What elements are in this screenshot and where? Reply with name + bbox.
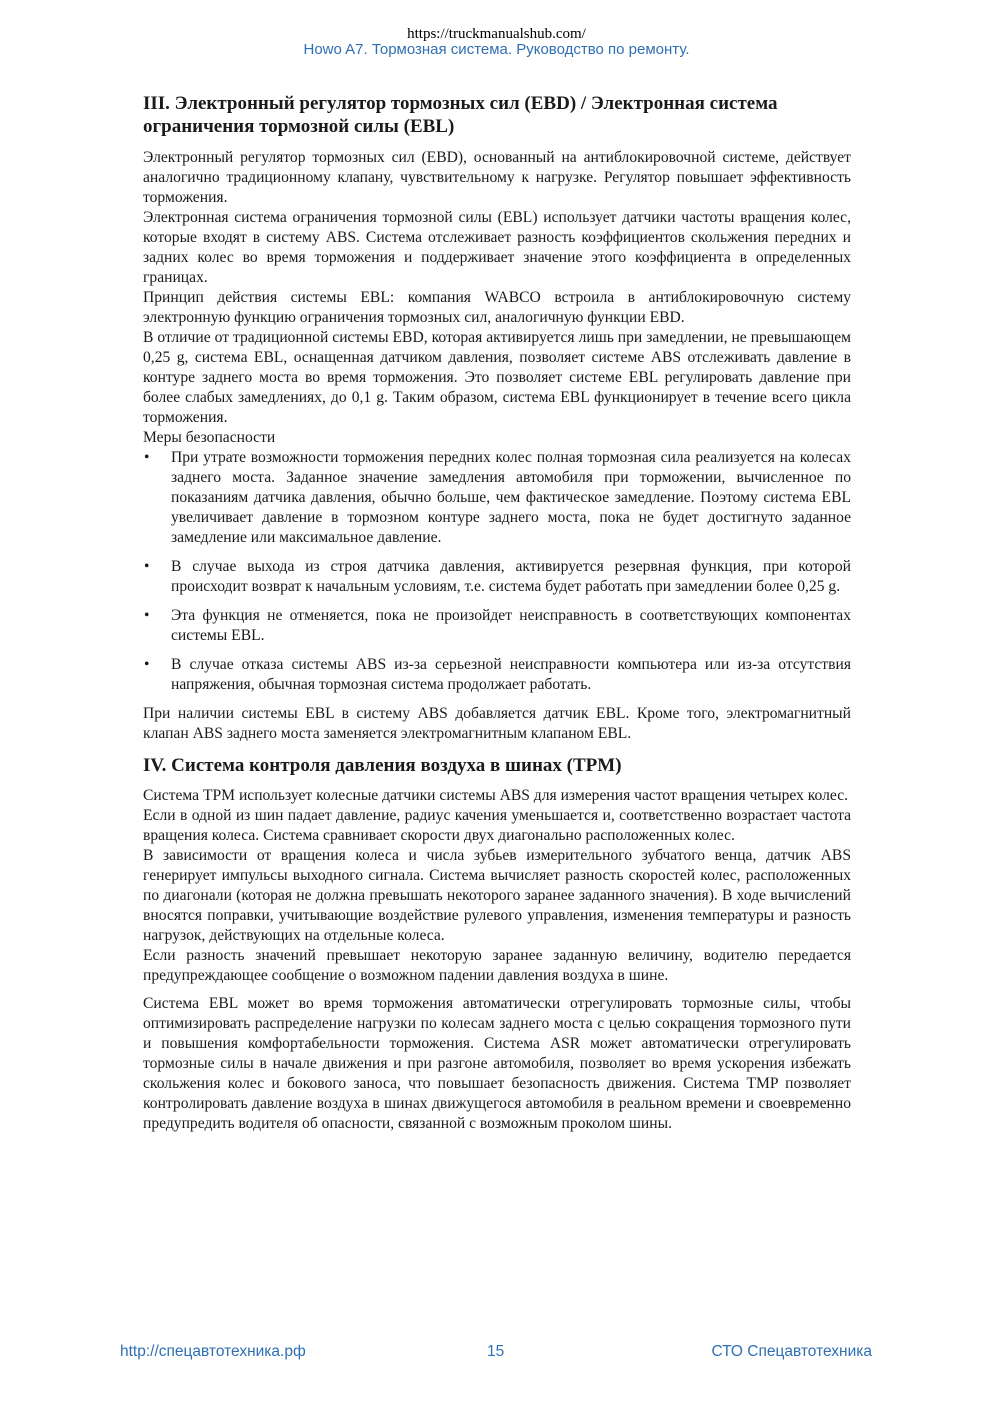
ebl-closing-paragraph: При наличии системы EBL в систему ABS добавляется датчик EBL. Кроме того, электромагнитный клапан ABS заднего моста заменяется электромагнитным клапаном EBL. — [143, 705, 851, 742]
list-item-text: В случае отказа системы ABS из-за серьезной неисправности компьютера или из-за отсутствия напряжения, обычная тормозная система продолжает работать. — [171, 656, 851, 693]
section-3-heading: III. Электронный регулятор тормозных сил (EBD) / Электронная система ограничения тормозной силы (EBL) — [143, 93, 778, 137]
paragraph: В зависимости от вращения колеса и числа зубьев измерительного зубчатого венца, датчик ABS генерирует импульсы выходного сигнала. Система вычисляет разность скоростей колес, расположенных по диагонали (которая не должна превышать некоторого заранее заданного значения). В ходе вычислений вносятся поправки, учитывающие воздействие рулевого управления, изменения температуры и разность нагрузок, действующих на отдельные колеса. — [143, 847, 851, 944]
list-item — [143, 606, 851, 646]
list-item-text: Эта функция не отменяется, пока не произойдет неисправность в соответствующих компонентах системы EBL. — [171, 607, 851, 644]
list-item-text: В случае выхода из строя датчика давления, активируется резервная функция, при которой происходит возврат к начальным условиям, т.е. система будет работать при замедлении более 0,25 g. — [171, 558, 851, 595]
paragraph: Если в одной из шин падает давление, радиус качения уменьшается и, соответственно возрастает частота вращения колеса. Система сравнивает скорости двух диагонально расположенных колес. — [143, 807, 851, 844]
bullet-icon: • — [144, 656, 150, 673]
footer-company: СТО Спецавтотехника — [711, 1343, 872, 1360]
paragraph: Если разность значений превышает некоторую заранее заданную величину, водителю передается предупреждающее сообщение о возможном падении давления воздуха в шине. — [143, 947, 851, 984]
paragraph: Электронный регулятор тормозных сил (EBD), основанный на антиблокировочной системе, действует аналогично традиционному клапану, чувствительному к нагрузке. Регулятор повышает эффективность торможения. — [143, 149, 851, 206]
page-content — [143, 92, 851, 1134]
section-4-heading: IV. Система контроля давления воздуха в шинах (TPM) — [143, 755, 622, 776]
paragraph: Система TPM использует колесные датчики системы ABS для измерения частот вращения четырех колес. — [143, 787, 849, 804]
list-item — [143, 655, 851, 695]
bullet-icon: • — [144, 558, 150, 575]
paragraph: Электронная система ограничения тормозной силы (EBL) использует датчики частоты вращения колес, которые входят в систему ABS. Система отслеживает разность коэффициентов скольжения передних и задних колес во время торможения и поддерживает значение этого коэффициента в определенных границах. — [143, 209, 851, 286]
page-url[interactable]: https://truckmanualshub.com/ — [407, 26, 586, 42]
safety-measures-label: Меры безопасности — [143, 429, 276, 446]
list-item — [143, 557, 851, 597]
paragraph: Принцип действия системы EBL: компания WABCO встроила в антиблокировочную систему электронную функцию ограничения тормозных сил, аналогичную функции EBD. — [143, 289, 851, 326]
list-item — [143, 448, 851, 548]
list-item-text: При утрате возможности торможения передних колес полная тормозная сила реализуется на колесах заднего моста. Заданное значение замедления автомобиля при торможении, вычисленное по показаниям датчика давления, обычно больше, чем фактическое замедление. Поэтому система EBL увеличивает давление в тормозном контуре заднего моста, пока не будет достигнуто заданное замедление или максимальное давление. — [171, 449, 851, 546]
safety-bullet-list — [143, 448, 851, 695]
summary-paragraph: Система EBL может во время торможения автоматически отрегулировать тормозные силы, чтобы оптимизировать распределение нагрузки по колесам заднего моста с целью сокращения тормозного пути и повышения комфортабельности торможения. Система ASR может автоматически отрегулировать тормозные силы в начале движения и при разгоне автомобиля, позволяет во время ускорения избежать скольжения колес и бокового заноса, что повышает безопасность движения. Система TMP позволяет контролировать давление воздуха в шинах движущегося автомобиля в реальном времени и своевременно предупредить водителя об опасности, связанной с возможным проколом шины. — [143, 995, 851, 1132]
footer-link[interactable]: http://спецавтотехника.рф — [120, 1343, 306, 1360]
running-head-title: Howo A7. Тормозная система. Руководство по ремонту. — [303, 41, 690, 58]
page-number: 15 — [487, 1343, 505, 1360]
bullet-icon: • — [144, 607, 150, 624]
bullet-icon: • — [144, 449, 150, 466]
paragraph: В отличие от традиционной системы EBD, которая активируется лишь при замедлении, не превышающем 0,25 g, система EBL, оснащенная датчиком давления, позволяет системе ABS отслеживать давление в контуре заднего моста во время торможения. Это позволяет системе EBL регулировать давление при более слабых замедлениях, до 0,1 g. Таким образом, система EBL функционирует в течение всего цикла торможения. — [143, 329, 851, 426]
